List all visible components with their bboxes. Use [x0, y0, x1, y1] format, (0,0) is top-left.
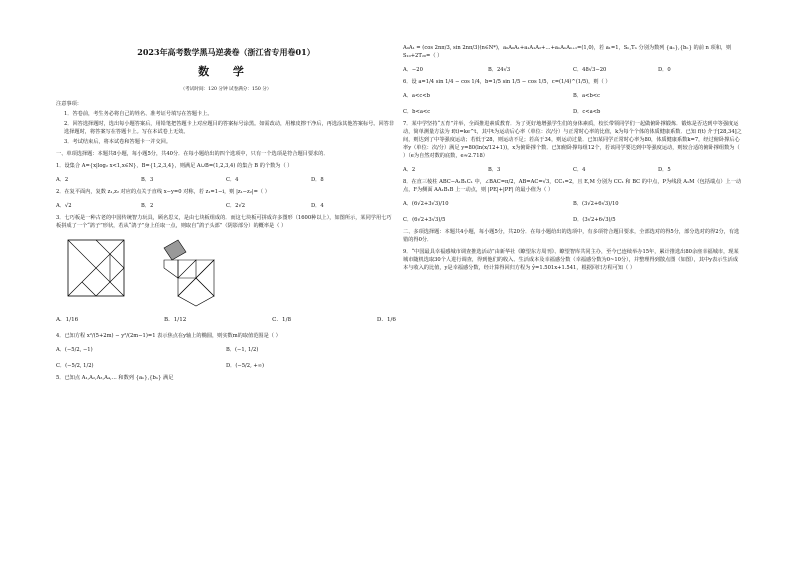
section-heading: 二、多项选择题：本题共4小题，每小题5分，共20分．在每小题给出的选项中，有多项符合题目要求，全部选对的得5分，部分选对的得2分，有选错的得0分．: [403, 229, 740, 243]
option-letter: A．: [56, 317, 66, 323]
option-d: [377, 316, 396, 324]
question-9: 9．“中国最具幸福感城市调查推选活动”由新华社《瞭望东方周刊》、瞭望智库共同主办，至今已连续举办15年，累计推选出80余座幸福城市，现某城市随机选取30个人进行调查，得到他们的收入、生活成本及幸福感分数（幸福感分数为0~10分），并整理得到散点图（如图），其中y表示生活成本与收入的比值，y是幸福感分数，经计算得回归方程为 ŷ=1.501x+1.541，根据回归方程可知（ ）: [403, 249, 739, 271]
option-c: C．2√2: [226, 203, 246, 209]
option-c: [272, 316, 291, 324]
option-a: A．a<c<b: [403, 93, 430, 99]
option-c: C．(−5/2, 1/2): [56, 363, 94, 369]
option-a: A．√2: [56, 203, 72, 209]
question-8-options: [403, 200, 743, 224]
tangram-dove: [156, 238, 226, 308]
option-b: B．24√3: [488, 67, 511, 73]
question-7: 7．某中学坚持“五育”并举，全面推进素质教育．为了更好地增强学生们的身体素质，校长带领同学们一起做俯卧撑锻炼．锻炼是否达到中等强度运动，简单测量方法为 f(t)=ke^t，其中t为运动后心率（单位：次/分）与正常时心率的比值，k为每个个体的体质健康系数．已知 f(t) 介于[28,34]之间，则达到了中等强度运动；若低于28，则运动不足；若高于34，则运动过量．已知某同学正常时心率为80，体质健康系数k=7，经过俯卧撑后心率y（单位：次/分）满足 y=80(ln(x/12+1))，x为俯卧撑个数．已知俯卧撑每组12个，若该同学要达到中等强度运动，则较合适的俯卧撑组数为（ ）（e为自然对数的底数，e≈2.718）: [403, 121, 742, 159]
question-6: 6．设 a=1/4 sin 1/4 − cos 1/4，b=1/5 sin 1/5 − cos 1/5，c=(1/4)^(1/5)，则（ ）: [403, 79, 611, 85]
option-c: C．(6√2+3√3)/5: [403, 217, 446, 223]
question-4: 4．已知方程 x²/(5+2m) − y²/(2m−1)=1 表示焦点在y轴上的椭圆，则实数m的取值范围是（ ）: [56, 333, 281, 339]
question-1: 1．设集合 A={x|log₂ x<1,x∈N}，B={1,2,3,4}，则满足 A∪B=(1,2,3,4) 的集合 B 的个数为（ ）: [56, 163, 293, 169]
question-7-options: [403, 166, 743, 174]
right-column: [403, 40, 743, 272]
section-heading: 一、单项选择题：本题共8小题，每小题5分，共40分．在每小题给出的四个选项中，只有一个选项是符合题目要求的．: [56, 151, 329, 157]
option-b: B．(3√2+6√3)/10: [573, 201, 619, 207]
option-letter: C．: [272, 317, 283, 323]
option-d: D．c<a<b: [573, 109, 601, 115]
option-value: 1/16: [65, 317, 79, 323]
option-a: A．−20: [403, 67, 423, 73]
option-value: 1/12: [173, 317, 187, 323]
question-5-continued: A₀A₁ = (cos 2nπ/3, sin 2nπ/3)(n∈N*)，a₀A₀A₁+a₁A₁A₂+…+aₙAₙAₙ₊₁=(1,0)，若 a₁=1，Sₙ,Tₙ 分别为数列 {aₙ},{bₙ} 的前 n 项和，则 S₁₀+2T₂₀=（ ）: [403, 45, 732, 59]
option-letter: B．: [164, 317, 174, 323]
option-value: 1/6: [386, 317, 396, 323]
option-b: B．a<b<c: [573, 93, 601, 99]
option-b: B．3: [488, 167, 501, 173]
option-b: B．2: [141, 203, 154, 209]
option-d: D．5: [658, 167, 671, 173]
question-6-options: [403, 92, 743, 116]
option-d: D．(3√2+6√3)/5: [573, 217, 616, 223]
question-2-options: [56, 202, 396, 210]
option-c: C．4: [573, 167, 586, 173]
option-a: A．(−5/2, −1): [56, 347, 93, 353]
option-letter: D．: [376, 317, 387, 323]
question-2: 2．在复平面内，复数 z₁,z₂ 对应的点关于直线 x−y=0 对称，若 z₁=1−i，则 |z₁−z₂|=（ ）: [56, 189, 270, 195]
subject-heading: 数 学: [198, 65, 254, 78]
option-a: A．2: [403, 167, 416, 173]
note-item: 3．考试结束后，将本试卷和答题卡一并交回。: [64, 139, 172, 145]
option-d: D．0: [658, 67, 671, 73]
option-b: B．3: [141, 177, 154, 183]
option-a: A．2: [56, 177, 69, 183]
option-value: 1/8: [282, 317, 292, 323]
option-c: C．4: [226, 177, 239, 183]
option-a: A．(6√2+3√3)/10: [403, 201, 449, 207]
question-3-options: [56, 316, 396, 324]
question-1-options: [56, 176, 396, 184]
option-b: B．(−1, 1/2): [226, 347, 259, 353]
question-8: 8．在直三棱柱 ABC−A₁B₁C₁ 中，∠BAC=π/2，AB=AC=√3，CC₁=2，且 E,M 分别为 CC₁ 和 BC 的中点，P为线段 A₁M（包括端点）上一动点，F为侧面 AA₁B₁B 上一动点，则 |PE|+|PF| 的最小值为（ ）: [403, 179, 742, 193]
left-column: [56, 40, 396, 382]
option-c: C．48√3−20: [573, 67, 607, 73]
notes-heading: 注意事项：: [56, 101, 82, 107]
option-c: C．b<a<c: [403, 109, 431, 115]
question-4-options: [56, 346, 396, 370]
option-d: D．4: [311, 203, 324, 209]
option-d: D．8: [311, 177, 324, 183]
exam-meta: （考试时间：120 分钟 试卷满分：150 分）: [180, 87, 272, 92]
exam-title: 2023年高考数学黑马逆袭卷（浙江省专用卷01）: [137, 47, 315, 57]
option-d: D．(−5/2, +∞): [226, 363, 265, 369]
question-3: 3．七巧板是一种古老的中国传统智力玩具，顾名思义，是由七块板组成的．而这七块板可拼成许多图形（1600种以上），如图所示，某同学用七巧板拼成了一个“鸽子”形状，若从“鸽子”身上任取一点，则取自“鸽子头部”（阴影部分）的概率是（ ）: [56, 215, 392, 229]
tangram-figures: [66, 238, 396, 308]
option-a: [56, 316, 78, 324]
tangram-square: [66, 238, 126, 298]
question-5: 5．已知点 A₁,A₂,A₃,A₄,… 和数列 {aₙ},{bₙ} 满足: [56, 375, 174, 381]
option-b: [164, 316, 186, 324]
note-item: 1．答卷前，考生务必将自己的姓名、准考证号填写在答题卡上。: [64, 111, 213, 117]
question-5-options: [403, 66, 743, 74]
note-item: 2．回答选择题时，选出每小题答案后，用铅笔把答题卡上对应题目的答案标号涂黑。如需改动，用橡皮擦干净后，再选涂其他答案标号。回答非选择题时，将答案写在答题卡上。写在本试卷上无效。: [64, 121, 395, 135]
